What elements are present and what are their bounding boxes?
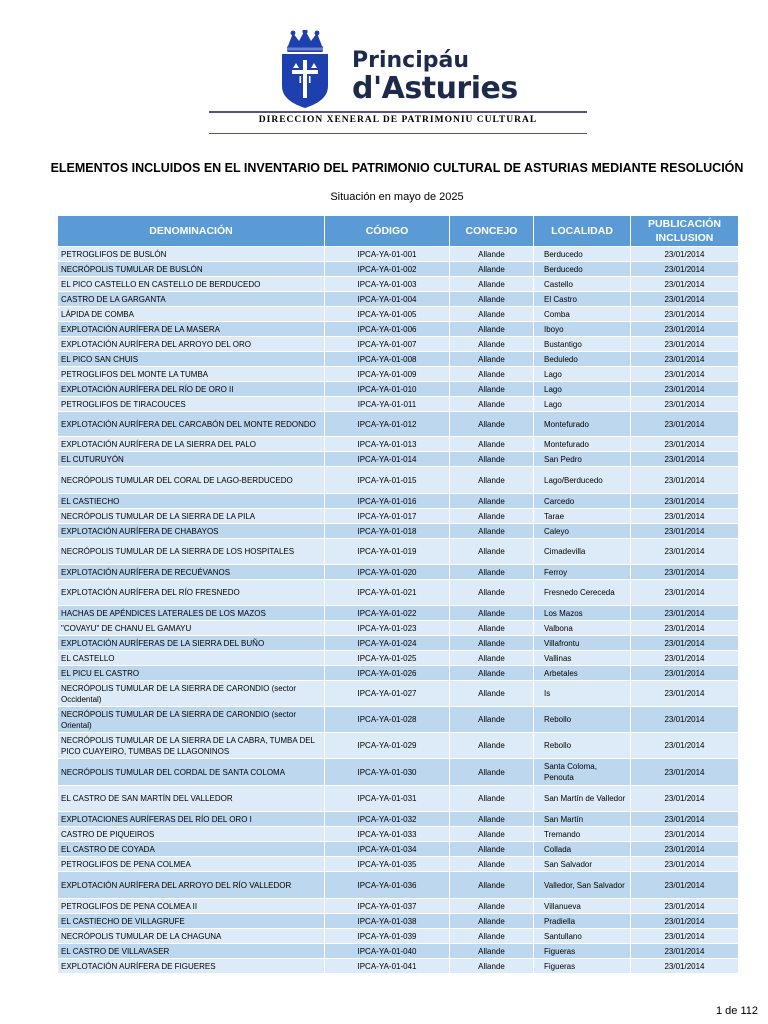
concejo-cell: Allande	[450, 539, 534, 565]
denominacion-cell: PETROGLIFOS DE TIRACOUCES	[58, 397, 325, 412]
denominacion-cell: EL CASTELLO	[58, 651, 325, 666]
denominacion-cell: PETROGLIFOS DE BUSLÓN	[58, 247, 325, 262]
localidad-cell: Figueras	[534, 959, 631, 974]
concejo-cell: Allande	[450, 292, 534, 307]
localidad-cell: Berducedo	[534, 247, 631, 262]
publicacion-cell: 23/01/2014	[631, 621, 739, 636]
denominacion-cell: EXPLOTACIÓN AURÍFERA DE LA MASERA	[58, 322, 325, 337]
codigo-cell: IPCA-YA-01-013	[325, 437, 450, 452]
table-row	[58, 437, 739, 452]
publicacion-cell: 23/01/2014	[631, 959, 739, 974]
table-row	[58, 929, 739, 944]
document-title: ELEMENTOS INCLUIDOS EN EL INVENTARIO DEL PATRIMONIO CULTURAL DE ASTURIAS MEDIANTE RESOLUCIÓN	[50, 161, 744, 175]
table-row	[58, 307, 739, 322]
denominacion-cell: NECRÓPOLIS TUMULAR DE LA SIERRA DE LA PILA	[58, 509, 325, 524]
table-row	[58, 681, 739, 707]
codigo-cell: IPCA-YA-01-008	[325, 352, 450, 367]
denominacion-cell: NECRÓPOLIS TUMULAR DE LA SIERRA DE CARONDIO (sector Occidental)	[58, 681, 325, 707]
table-row	[58, 494, 739, 509]
table-row	[58, 759, 739, 786]
denominacion-cell: EL CASTRO DE SAN MARTÍN DEL VALLEDOR	[58, 786, 325, 812]
table-row	[58, 509, 739, 524]
publicacion-cell: 23/01/2014	[631, 651, 739, 666]
codigo-cell: IPCA-YA-01-036	[325, 872, 450, 899]
localidad-cell: Montefurado	[534, 437, 631, 452]
localidad-cell: Collada	[534, 842, 631, 857]
codigo-cell: IPCA-YA-01-018	[325, 524, 450, 539]
publicacion-cell: 23/01/2014	[631, 666, 739, 681]
publicacion-cell: 23/01/2014	[631, 827, 739, 842]
denominacion-cell: EL PICO SAN CHUIS	[58, 352, 325, 367]
localidad-cell: Pradiella	[534, 914, 631, 929]
concejo-cell: Allande	[450, 565, 534, 580]
publicacion-cell: 23/01/2014	[631, 733, 739, 759]
concejo-cell: Allande	[450, 842, 534, 857]
asturias-coat-of-arms-logo	[279, 30, 331, 108]
localidad-cell: Carcedo	[534, 494, 631, 509]
table-row	[58, 914, 739, 929]
localidad-cell: Valbona	[534, 621, 631, 636]
publicacion-cell: 23/01/2014	[631, 437, 739, 452]
localidad-cell: Vallinas	[534, 651, 631, 666]
table-body	[58, 247, 739, 974]
table-row	[58, 580, 739, 606]
codigo-cell: IPCA-YA-01-025	[325, 651, 450, 666]
denominacion-cell: EXPLOTACIÓN AURÍFERA DE RECUÉVANOS	[58, 565, 325, 580]
codigo-cell: IPCA-YA-01-038	[325, 914, 450, 929]
table-row	[58, 292, 739, 307]
localidad-cell: Lago/Berducedo	[534, 467, 631, 494]
denominacion-cell: NECRÓPOLIS TUMULAR DE LA SIERRA DE LOS HOSPITALES	[58, 539, 325, 565]
table-row	[58, 452, 739, 467]
codigo-cell: IPCA-YA-01-041	[325, 959, 450, 974]
codigo-cell: IPCA-YA-01-016	[325, 494, 450, 509]
codigo-cell: IPCA-YA-01-015	[325, 467, 450, 494]
publicacion-cell: 23/01/2014	[631, 786, 739, 812]
denominacion-cell: PETROGLIFOS DEL MONTE LA TUMBA	[58, 367, 325, 382]
localidad-cell: Santullano	[534, 929, 631, 944]
denominacion-cell: EXPLOTACIÓN AURÍFERA DEL RÍO DE ORO II	[58, 382, 325, 397]
publicacion-cell: 23/01/2014	[631, 322, 739, 337]
table-row	[58, 786, 739, 812]
table-row	[58, 651, 739, 666]
publicacion-cell: 23/01/2014	[631, 759, 739, 786]
denominacion-cell: PETROGLIFOS DE PENA COLMEA	[58, 857, 325, 872]
publicacion-cell: 23/01/2014	[631, 606, 739, 621]
table-row	[58, 367, 739, 382]
publicacion-cell: 23/01/2014	[631, 397, 739, 412]
denominacion-cell: EXPLOTACIÓN AURÍFERA DEL CARCABÓN DEL MONTE REDONDO	[58, 412, 325, 437]
denominacion-cell: HACHAS DE APÉNDICES LATERALES DE LOS MAZOS	[58, 606, 325, 621]
table-row	[58, 352, 739, 367]
department-name: DIRECCION XENERAL DE PATRIMONIU CULTURAL	[258, 115, 538, 125]
table-row	[58, 872, 739, 899]
codigo-cell: IPCA-YA-01-030	[325, 759, 450, 786]
localidad-cell: Valledor, San Salvador	[534, 872, 631, 899]
column-header-codigo: CÓDIGO	[325, 216, 450, 247]
publicacion-cell: 23/01/2014	[631, 681, 739, 707]
column-header-localidad: LOCALIDAD	[534, 216, 631, 247]
codigo-cell: IPCA-YA-01-004	[325, 292, 450, 307]
publicacion-cell: 23/01/2014	[631, 944, 739, 959]
concejo-cell: Allande	[450, 681, 534, 707]
codigo-cell: IPCA-YA-01-037	[325, 899, 450, 914]
publicacion-cell: 23/01/2014	[631, 307, 739, 322]
localidad-cell: Is	[534, 681, 631, 707]
publicacion-cell: 23/01/2014	[631, 352, 739, 367]
denominacion-cell: EXPLOTACIÓN AURÍFERA DEL ARROYO DEL ORO	[58, 337, 325, 352]
localidad-cell: Beduledo	[534, 352, 631, 367]
concejo-cell: Allande	[450, 337, 534, 352]
codigo-cell: IPCA-YA-01-006	[325, 322, 450, 337]
column-header-publicacion-inclusion: PUBLICACIÓN INCLUSION	[631, 216, 739, 247]
table-row	[58, 959, 739, 974]
localidad-cell: Montefurado	[534, 412, 631, 437]
concejo-cell: Allande	[450, 786, 534, 812]
table-row	[58, 733, 739, 759]
codigo-cell: IPCA-YA-01-028	[325, 707, 450, 733]
publicacion-cell: 23/01/2014	[631, 509, 739, 524]
table-row	[58, 707, 739, 733]
localidad-cell: San Pedro	[534, 452, 631, 467]
codigo-cell: IPCA-YA-01-014	[325, 452, 450, 467]
denominacion-cell: EL CASTIECHO	[58, 494, 325, 509]
localidad-cell: Comba	[534, 307, 631, 322]
publicacion-cell: 23/01/2014	[631, 636, 739, 651]
localidad-cell: Bustantigo	[534, 337, 631, 352]
concejo-cell: Allande	[450, 397, 534, 412]
codigo-cell: IPCA-YA-01-039	[325, 929, 450, 944]
concejo-cell: Allande	[450, 827, 534, 842]
publicacion-cell: 23/01/2014	[631, 812, 739, 827]
table-row	[58, 397, 739, 412]
codigo-cell: IPCA-YA-01-023	[325, 621, 450, 636]
table-row	[58, 565, 739, 580]
concejo-cell: Allande	[450, 872, 534, 899]
publicacion-cell: 23/01/2014	[631, 524, 739, 539]
codigo-cell: IPCA-YA-01-007	[325, 337, 450, 352]
denominacion-cell: NECRÓPOLIS TUMULAR DE LA CHAGUNA	[58, 929, 325, 944]
concejo-cell: Allande	[450, 812, 534, 827]
table-row	[58, 467, 739, 494]
publicacion-cell: 23/01/2014	[631, 494, 739, 509]
localidad-cell: Rebollo	[534, 733, 631, 759]
column-header-concejo: CONCEJO	[450, 216, 534, 247]
codigo-cell: IPCA-YA-01-027	[325, 681, 450, 707]
localidad-cell: Berducedo	[534, 262, 631, 277]
table-row	[58, 277, 739, 292]
codigo-cell: IPCA-YA-01-031	[325, 786, 450, 812]
codigo-cell: IPCA-YA-01-011	[325, 397, 450, 412]
localidad-cell: Ferroy	[534, 565, 631, 580]
concejo-cell: Allande	[450, 759, 534, 786]
brand-wordmark	[352, 50, 518, 104]
publicacion-cell: 23/01/2014	[631, 247, 739, 262]
concejo-cell: Allande	[450, 636, 534, 651]
publicacion-cell: 23/01/2014	[631, 842, 739, 857]
localidad-cell: Rebollo	[534, 707, 631, 733]
table-row	[58, 621, 739, 636]
concejo-cell: Allande	[450, 651, 534, 666]
localidad-cell: Tarae	[534, 509, 631, 524]
localidad-cell: Los Mazos	[534, 606, 631, 621]
localidad-cell: Caleyo	[534, 524, 631, 539]
concejo-cell: Allande	[450, 307, 534, 322]
table-row	[58, 899, 739, 914]
table-row	[58, 842, 739, 857]
concejo-cell: Allande	[450, 857, 534, 872]
table-row	[58, 262, 739, 277]
concejo-cell: Allande	[450, 262, 534, 277]
codigo-cell: IPCA-YA-01-021	[325, 580, 450, 606]
denominacion-cell: NECRÓPOLIS TUMULAR DE LA SIERRA DE LA CABRA, TUMBA DEL PICO CUAYEIRO, TUMBAS DE LLAGONINOS	[58, 733, 325, 759]
table-row	[58, 247, 739, 262]
concejo-cell: Allande	[450, 412, 534, 437]
concejo-cell: Allande	[450, 666, 534, 681]
concejo-cell: Allande	[450, 707, 534, 733]
codigo-cell: IPCA-YA-01-033	[325, 827, 450, 842]
concejo-cell: Allande	[450, 509, 534, 524]
publicacion-cell: 23/01/2014	[631, 292, 739, 307]
denominacion-cell: EL CASTRO DE COYADA	[58, 842, 325, 857]
denominacion-cell: EXPLOTACIONES AURÍFERAS DEL RÍO DEL ORO I	[58, 812, 325, 827]
denominacion-cell: EXPLOTACIÓN AURÍFERA DEL RÍO FRESNEDO	[58, 580, 325, 606]
codigo-cell: IPCA-YA-01-017	[325, 509, 450, 524]
codigo-cell: IPCA-YA-01-032	[325, 812, 450, 827]
table-row	[58, 524, 739, 539]
concejo-cell: Allande	[450, 524, 534, 539]
concejo-cell: Allande	[450, 929, 534, 944]
table-row	[58, 636, 739, 651]
denominacion-cell: EXPLOTACIÓN AURÍFERAS DE LA SIERRA DEL BUÑO	[58, 636, 325, 651]
codigo-cell: IPCA-YA-01-034	[325, 842, 450, 857]
table-row	[58, 827, 739, 842]
denominacion-cell: EXPLOTACIÓN AURÍFERA DE CHABAYOS	[58, 524, 325, 539]
concejo-cell: Allande	[450, 452, 534, 467]
denominacion-cell: PETROGLIFOS DE PENA COLMEA II	[58, 899, 325, 914]
publicacion-cell: 23/01/2014	[631, 367, 739, 382]
denominacion-cell: EXPLOTACIÓN AURÍFERA DE LA SIERRA DEL PALO	[58, 437, 325, 452]
denominacion-cell: CASTRO DE PIQUEIROS	[58, 827, 325, 842]
concejo-cell: Allande	[450, 914, 534, 929]
table-row	[58, 812, 739, 827]
concejo-cell: Allande	[450, 733, 534, 759]
localidad-cell: Lago	[534, 382, 631, 397]
document-subtitle: Situación en mayo de 2025	[330, 191, 464, 203]
publicacion-cell: 23/01/2014	[631, 580, 739, 606]
table-header-row	[58, 216, 739, 247]
publicacion-cell: 23/01/2014	[631, 565, 739, 580]
publicacion-cell: 23/01/2014	[631, 382, 739, 397]
denominacion-cell: EXPLOTACIÓN AURÍFERA DEL ARROYO DEL RÍO VALLEDOR	[58, 872, 325, 899]
codigo-cell: IPCA-YA-01-024	[325, 636, 450, 651]
table-row	[58, 322, 739, 337]
concejo-cell: Allande	[450, 621, 534, 636]
brand-line-1: Principáu	[352, 48, 470, 73]
localidad-cell: San Salvador	[534, 857, 631, 872]
localidad-cell: Santa Coloma, Penouta	[534, 759, 631, 786]
localidad-cell: San Martín	[534, 812, 631, 827]
table-row	[58, 944, 739, 959]
denominacion-cell: "COVAYU" DE CHANU EL GAMAYU	[58, 621, 325, 636]
publicacion-cell: 23/01/2014	[631, 452, 739, 467]
publicacion-cell: 23/01/2014	[631, 467, 739, 494]
codigo-cell: IPCA-YA-01-009	[325, 367, 450, 382]
table-row	[58, 412, 739, 437]
inventory-table	[57, 215, 739, 974]
publicacion-cell: 23/01/2014	[631, 539, 739, 565]
denominacion-cell: EL PICO CASTELLO EN CASTELLO DE BERDUCEDO	[58, 277, 325, 292]
publicacion-cell: 23/01/2014	[631, 872, 739, 899]
denominacion-cell: EXPLOTACIÓN AURÍFERA DE FIGUERES	[58, 959, 325, 974]
localidad-cell: Lago	[534, 367, 631, 382]
codigo-cell: IPCA-YA-01-019	[325, 539, 450, 565]
concejo-cell: Allande	[450, 959, 534, 974]
codigo-cell: IPCA-YA-01-035	[325, 857, 450, 872]
concejo-cell: Allande	[450, 899, 534, 914]
table-row	[58, 606, 739, 621]
denominacion-cell: LÁPIDA DE COMBA	[58, 307, 325, 322]
column-header-denominacion: DENOMINACIÓN	[58, 216, 325, 247]
localidad-cell: Castello	[534, 277, 631, 292]
denominacion-cell: NECRÓPOLIS TUMULAR DEL CORAL DE LAGO-BERDUCEDO	[58, 467, 325, 494]
denominacion-cell: EL CUTURUYÓN	[58, 452, 325, 467]
codigo-cell: IPCA-YA-01-002	[325, 262, 450, 277]
concejo-cell: Allande	[450, 467, 534, 494]
brand-line-2: d'Asturies	[352, 71, 518, 106]
concejo-cell: Allande	[450, 352, 534, 367]
table-row	[58, 337, 739, 352]
header-rule-bottom	[209, 133, 587, 134]
codigo-cell: IPCA-YA-01-022	[325, 606, 450, 621]
publicacion-cell: 23/01/2014	[631, 277, 739, 292]
localidad-cell: Lago	[534, 397, 631, 412]
localidad-cell: Iboyo	[534, 322, 631, 337]
publicacion-cell: 23/01/2014	[631, 899, 739, 914]
codigo-cell: IPCA-YA-01-001	[325, 247, 450, 262]
table-row	[58, 382, 739, 397]
localidad-cell: Cimadevilla	[534, 539, 631, 565]
codigo-cell: IPCA-YA-01-003	[325, 277, 450, 292]
concejo-cell: Allande	[450, 322, 534, 337]
localidad-cell: Fresnedo Cereceda	[534, 580, 631, 606]
table-row	[58, 666, 739, 681]
denominacion-cell: EL CASTRO DE VILLAVASER	[58, 944, 325, 959]
table-row	[58, 539, 739, 565]
localidad-cell: Arbetales	[534, 666, 631, 681]
localidad-cell: Tremando	[534, 827, 631, 842]
denominacion-cell: EL PICU EL CASTRO	[58, 666, 325, 681]
localidad-cell: El Castro	[534, 292, 631, 307]
denominacion-cell: CASTRO DE LA GARGANTA	[58, 292, 325, 307]
denominacion-cell: NECRÓPOLIS TUMULAR DE LA SIERRA DE CARONDIO (sector Oriental)	[58, 707, 325, 733]
publicacion-cell: 23/01/2014	[631, 707, 739, 733]
denominacion-cell: EL CASTIECHO DE VILLAGRUFE	[58, 914, 325, 929]
table-row	[58, 857, 739, 872]
denominacion-cell: NECRÓPOLIS TUMULAR DE BUSLÓN	[58, 262, 325, 277]
codigo-cell: IPCA-YA-01-029	[325, 733, 450, 759]
codigo-cell: IPCA-YA-01-012	[325, 412, 450, 437]
publicacion-cell: 23/01/2014	[631, 914, 739, 929]
publicacion-cell: 23/01/2014	[631, 929, 739, 944]
codigo-cell: IPCA-YA-01-020	[325, 565, 450, 580]
codigo-cell: IPCA-YA-01-026	[325, 666, 450, 681]
concejo-cell: Allande	[450, 247, 534, 262]
publicacion-cell: 23/01/2014	[631, 337, 739, 352]
concejo-cell: Allande	[450, 494, 534, 509]
header-rule-top	[209, 111, 587, 113]
denominacion-cell: NECRÓPOLIS TUMULAR DEL CORDAL DE SANTA COLOMA	[58, 759, 325, 786]
concejo-cell: Allande	[450, 367, 534, 382]
concejo-cell: Allande	[450, 277, 534, 292]
concejo-cell: Allande	[450, 944, 534, 959]
concejo-cell: Allande	[450, 606, 534, 621]
publicacion-cell: 23/01/2014	[631, 857, 739, 872]
publicacion-cell: 23/01/2014	[631, 262, 739, 277]
localidad-cell: San Martín de Valledor	[534, 786, 631, 812]
codigo-cell: IPCA-YA-01-005	[325, 307, 450, 322]
codigo-cell: IPCA-YA-01-010	[325, 382, 450, 397]
concejo-cell: Allande	[450, 437, 534, 452]
localidad-cell: Figueras	[534, 944, 631, 959]
codigo-cell: IPCA-YA-01-040	[325, 944, 450, 959]
concejo-cell: Allande	[450, 580, 534, 606]
concejo-cell: Allande	[450, 382, 534, 397]
localidad-cell: Villafrontu	[534, 636, 631, 651]
page-number: 1 de 112	[716, 1005, 759, 1017]
publicacion-cell: 23/01/2014	[631, 412, 739, 437]
localidad-cell: Villanueva	[534, 899, 631, 914]
